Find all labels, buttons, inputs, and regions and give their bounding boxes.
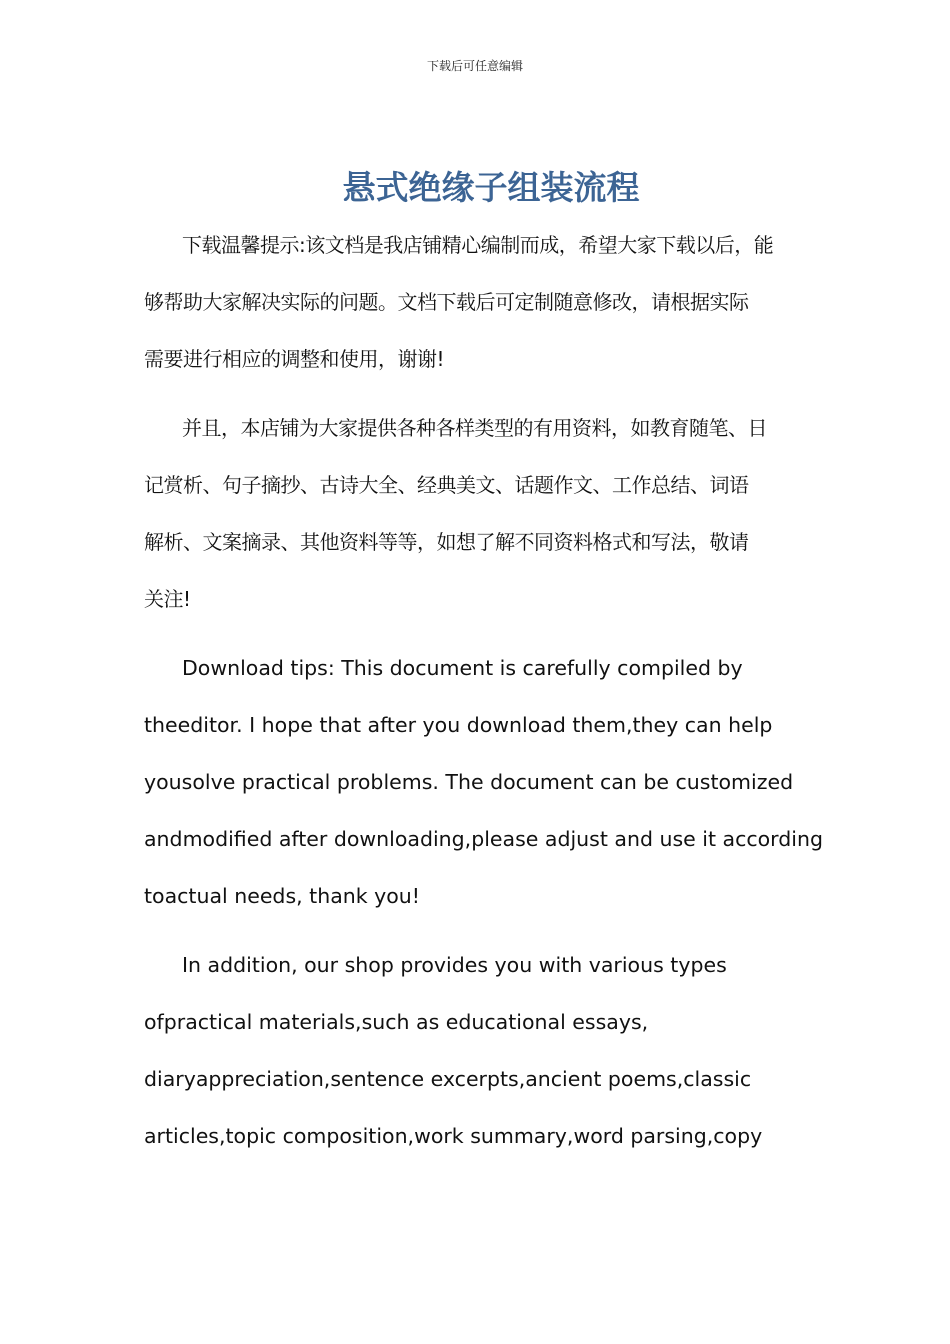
text-line: ofpractical materials,such as educational essays, <box>144 1010 649 1034</box>
text-line: diaryappreciation,sentence excerpts,ancient poems,classic <box>144 1067 752 1091</box>
text-line: 够帮助大家解决实际的问题。文档下载后可定制随意修改，请根据实际 <box>144 290 749 314</box>
document-body <box>144 217 823 1177</box>
page-header: 下载后可任意编辑 <box>426 59 523 73</box>
text-line: toactual needs, thank you! <box>144 884 421 908</box>
text-line: yousolve practical problems. The document can be customized <box>144 770 794 794</box>
text-line: Download tips: This document is carefully compiled by <box>182 656 743 680</box>
text-line: andmodified after downloading,please adjust and use it according <box>144 827 823 851</box>
text-line: 记赏析、句子摘抄、古诗大全、经典美文、话题作文、工作总结、词语 <box>144 473 749 497</box>
text-line: theeditor. I hope that after you download them,they can help <box>144 713 773 737</box>
paragraph-download-notice-cn <box>144 217 809 388</box>
text-line: 解析、文案摘录、其他资料等等，如想了解不同资料格式和写法，敬请 <box>144 530 749 554</box>
text-line: 并且，本店铺为大家提供各种各样类型的有用资料，如教育随笔、日 <box>182 416 767 440</box>
text-line: 关注! <box>144 587 191 611</box>
text-line: articles,topic composition,work summary,word parsing,copy <box>144 1124 763 1148</box>
text-line: 需要进行相应的调整和使用，谢谢! <box>144 347 445 371</box>
document-title: 悬式绝缘子组装流程 <box>342 168 640 207</box>
paragraph-shop-materials-cn <box>144 400 809 628</box>
text-line: In addition, our shop provides you with various types <box>182 953 727 977</box>
paragraph-shop-materials-en <box>144 937 809 1165</box>
text-line: 下载温馨提示:该文档是我店铺精心编制而成，希望大家下载以后，能 <box>182 233 774 257</box>
paragraph-download-tips-en <box>144 640 823 925</box>
